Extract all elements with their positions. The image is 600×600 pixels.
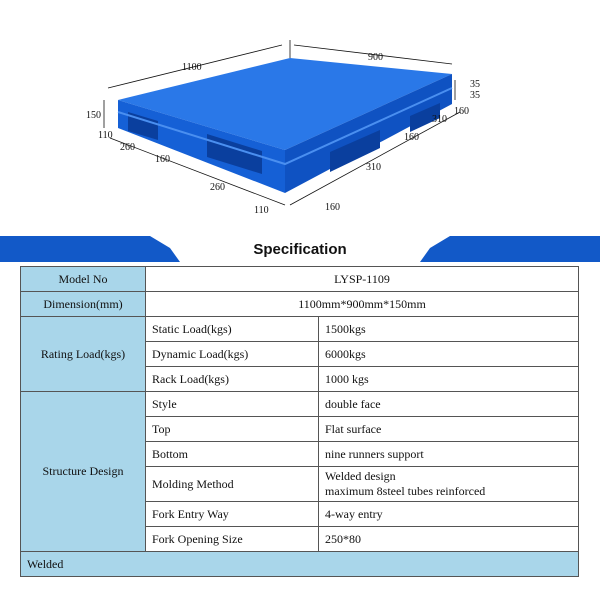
dimension-label: Dimension(mm) bbox=[21, 292, 146, 317]
spec-title: Specification bbox=[253, 241, 347, 258]
rating-item-label: Rack Load(kgs) bbox=[146, 367, 319, 392]
rating-item-label: Static Load(kgs) bbox=[146, 317, 319, 342]
structure-label: Structure Design bbox=[21, 392, 146, 552]
rating-item-value: 1500kgs bbox=[319, 317, 579, 342]
pallet-diagram bbox=[0, 0, 600, 232]
structure-item-label: Top bbox=[146, 417, 319, 442]
dim-left-260b: 260 bbox=[210, 182, 225, 193]
structure-item-value: 250*80 bbox=[319, 527, 579, 552]
structure-item-value: Flat surface bbox=[319, 417, 579, 442]
dim-right-310b: 310 bbox=[432, 114, 447, 125]
dim-right-160c: 160 bbox=[454, 106, 469, 117]
dim-height: 150 bbox=[86, 110, 101, 121]
table-row bbox=[21, 392, 579, 417]
structure-item-value: 4-way entry bbox=[319, 502, 579, 527]
dim-right-160a: 160 bbox=[325, 202, 340, 213]
molding-line-2: maximum 8steel tubes reinforced bbox=[325, 484, 486, 498]
model-label: Model No bbox=[21, 267, 146, 292]
structure-item-label: Fork Entry Way bbox=[146, 502, 319, 527]
spec-table bbox=[20, 266, 579, 577]
footer-welded: Welded bbox=[21, 552, 579, 577]
structure-item-label: Molding Method bbox=[146, 467, 319, 502]
dim-deck-bottom: 35 bbox=[470, 90, 480, 101]
structure-item-value: double face bbox=[319, 392, 579, 417]
dim-length: 1100 bbox=[182, 62, 202, 73]
dim-width: 900 bbox=[368, 52, 383, 63]
rating-label: Rating Load(kgs) bbox=[21, 317, 146, 392]
dim-right-310a: 310 bbox=[366, 162, 381, 173]
model-value: LYSP-1109 bbox=[146, 267, 579, 292]
dim-left-260a: 260 bbox=[120, 142, 135, 153]
structure-item-value: nine runners support bbox=[319, 442, 579, 467]
dimension-value: 1100mm*900mm*150mm bbox=[146, 292, 579, 317]
table-row bbox=[21, 292, 579, 317]
dim-left-110: 110 bbox=[98, 130, 113, 141]
structure-item-label: Style bbox=[146, 392, 319, 417]
table-row bbox=[21, 552, 579, 577]
rating-item-value: 6000kgs bbox=[319, 342, 579, 367]
dim-left-160: 160 bbox=[155, 154, 170, 165]
rating-item-label: Dynamic Load(kgs) bbox=[146, 342, 319, 367]
structure-item-label: Bottom bbox=[146, 442, 319, 467]
table-row bbox=[21, 317, 579, 342]
structure-item-label: Fork Opening Size bbox=[146, 527, 319, 552]
dim-right-160b: 160 bbox=[404, 132, 419, 143]
dim-left-110b: 110 bbox=[254, 205, 269, 216]
dim-deck-top: 35 bbox=[470, 79, 480, 90]
rating-item-value: 1000 kgs bbox=[319, 367, 579, 392]
table-row bbox=[21, 267, 579, 292]
structure-item-value bbox=[319, 467, 579, 502]
molding-line-1: Welded design bbox=[325, 469, 396, 483]
